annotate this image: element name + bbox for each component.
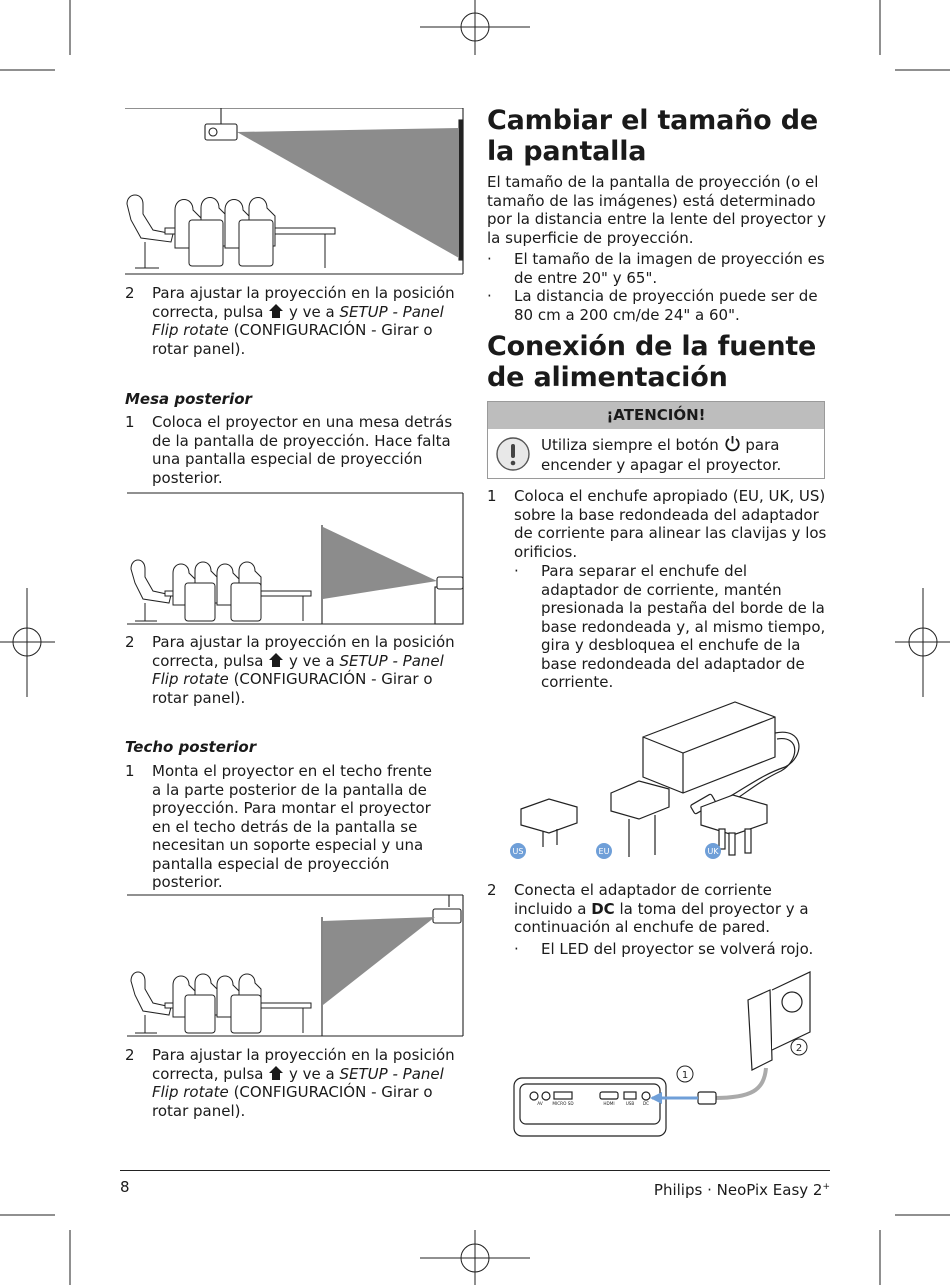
footer-brand: Philips · NeoPix Easy 2+ — [653, 1181, 830, 1199]
plug-label-uk: UK — [707, 847, 719, 856]
bullet-text: El LED del proyector se volverá rojo. — [541, 940, 814, 958]
step-text: Coloca el proyector en una mesa detrás de la pantalla de proyección. Hace falta una pantalla especial de proyección posterior. — [152, 413, 453, 487]
rear-ceiling-illustration — [125, 893, 465, 1039]
port-label-av: AV — [537, 1101, 543, 1106]
step-number: 1 — [125, 762, 135, 780]
step-text: la toma del proyector y a continuación al enchufe de pared. — [514, 899, 809, 936]
step-text: y ve a — [289, 302, 335, 321]
mesa-heading: Mesa posterior — [125, 390, 252, 408]
step-marker-1: 1 — [681, 1070, 689, 1081]
step-text: Para ajustar la proyección en la posición correcta, pulsa — [152, 284, 455, 321]
bullet-text: Para separar el enchufe del adaptador de corriente, mantén presionada la pestaña del borde de la base redondeada y, al mismo tiempo, gira y desbloquea el enchufe de la base redondeada del adaptador de corriente. — [541, 562, 826, 691]
step-text: (CONFIGURACIÓN - Girar o rotar panel). — [152, 670, 433, 707]
port-label-hdmi: HDMI — [603, 1101, 615, 1106]
ceiling-front-illustration — [125, 108, 465, 278]
step-text: (CONFIGURACIÓN - Girar o rotar panel). — [152, 321, 433, 358]
exclamation-icon — [495, 436, 531, 472]
step-text: Conecta el adaptador de corriente incluido a — [514, 881, 772, 918]
adapter-plugs-illustration — [505, 697, 830, 867]
power-heading: Conexión de la fuente de alimentación — [487, 331, 817, 393]
menu-path: SETUP - Panel Flip rotate — [152, 1064, 444, 1101]
projector-connection-illustration — [512, 960, 822, 1140]
attention-callout — [487, 401, 825, 479]
size-intro: El tamaño de la pantalla de proyección (o el tamaño de las imágenes) está determinado por la distancia entre la lente del proyector y la superficie de proyección. — [487, 173, 827, 247]
step-text: y ve a — [289, 1064, 335, 1083]
menu-path: SETUP - Panel Flip rotate — [152, 651, 444, 688]
page-number: 8 — [120, 1178, 130, 1196]
home-icon — [268, 1065, 284, 1081]
size-bullet: · La distancia de proyección puede ser de 80 cm a 200 cm/de 24" a 60". — [487, 287, 827, 327]
brand-superscript: + — [822, 1182, 830, 1192]
attention-text: Utiliza siempre el botón para encender y apagar el proyector. — [541, 436, 782, 474]
bullet-text: La distancia de proyección puede ser de 80 cm a 200 cm/de 24" a 60". — [514, 287, 818, 324]
footer-rule — [120, 1170, 830, 1171]
port-label-usb: USB — [625, 1101, 635, 1106]
menu-path: SETUP - Panel Flip rotate — [152, 302, 444, 339]
step-number: 2 — [487, 881, 497, 899]
step-text: y ve a — [289, 651, 335, 670]
attention-title: ¡ATENCIÓN! — [488, 402, 824, 429]
size-bullet: · El tamaño de la imagen de proyección es de entre 20" y 65". — [487, 250, 827, 290]
home-icon — [268, 652, 284, 668]
step-number: 1 — [487, 487, 497, 505]
bullet-text: El tamaño de la imagen de proyección es de entre 20" y 65". — [514, 250, 825, 287]
step-number: 2 — [125, 284, 135, 302]
step-number: 1 — [125, 413, 135, 431]
techo-heading: Techo posterior — [125, 738, 257, 756]
power-icon — [724, 435, 741, 452]
power-step-1-bullet: · Para separar el enchufe del adaptador de corriente, mantén presionada la pestaña del borde de la base redondeada y, al mismo tiempo, gira y desbloquea el enchufe de la base redondeada del adaptador de corriente. — [514, 562, 826, 691]
step-text: Para ajustar la proyección en la posición correcta, pulsa — [152, 1046, 455, 1083]
port-label-sd: MICRO SD — [552, 1101, 574, 1106]
power-step-2-bullet: · El LED del proyector se volverá rojo. — [514, 940, 827, 962]
step-text: Monta el proyector en el techo frente a la parte posterior de la pantalla de proyección. Para montar el proyector en el techo detrás de la pantalla se necesitan un soporte especial y una pantalla especial de proyección posterior. — [152, 762, 432, 891]
dc-label: DC — [591, 899, 615, 918]
plug-label-eu: EU — [598, 847, 610, 856]
home-icon — [268, 303, 284, 319]
step-text: Coloca el enchufe apropiado (EU, UK, US) sobre la base redondeada del adaptador de corriente para alinear las clavijas y los orificios. — [514, 487, 827, 561]
plug-label-us: US — [512, 847, 524, 856]
size-heading: Cambiar el tamaño de la pantalla — [487, 105, 818, 167]
step-text: Para ajustar la proyección en la posición correcta, pulsa — [152, 633, 455, 670]
step-number: 2 — [125, 1046, 135, 1064]
step-number: 2 — [125, 633, 135, 651]
rear-table-illustration — [125, 491, 465, 627]
step-text: (CONFIGURACIÓN - Girar o rotar panel). — [152, 1083, 433, 1120]
port-label-dc: DC — [642, 1101, 650, 1106]
step-marker-2: 2 — [795, 1043, 803, 1054]
